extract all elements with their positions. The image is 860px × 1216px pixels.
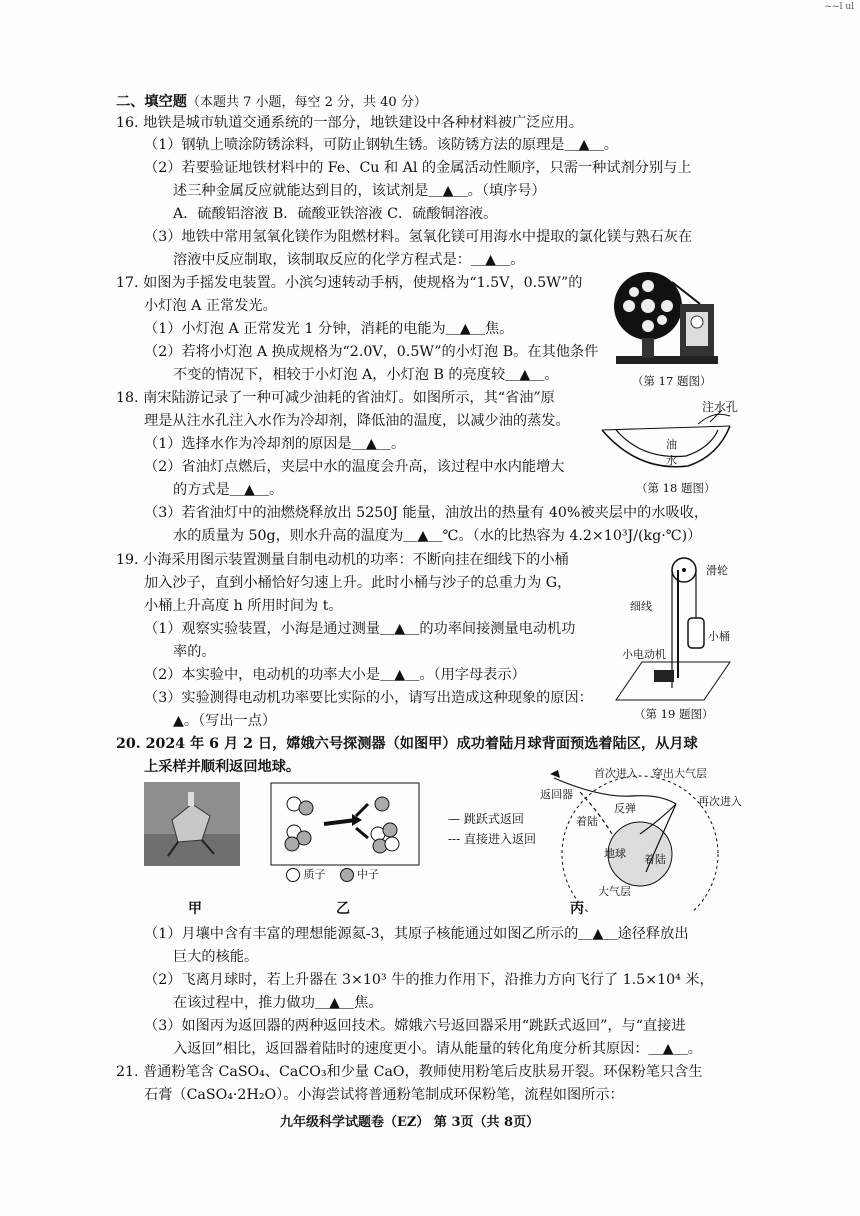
fig-label-jia: 甲 [188, 901, 202, 917]
q16-part1: （1）钢轨上喷涂防锈涂料，可防止钢轨生锈。该防锈方法的原理是＿▲＿。 [144, 137, 618, 153]
proton-legend-label: 质子 [303, 868, 326, 881]
q17-part2a: （2）若将小灯泡 A 换成规格为“2.0V，0.5W”的小灯泡 B。在其他条件 [144, 344, 599, 360]
land1-label: 着陆 [576, 815, 598, 828]
section-note: （本题共 7 小题，每空 2 分，共 40 分） [186, 95, 427, 110]
q17-part1: （1）小灯泡 A 正常发光 1 分钟，消耗的电能为＿▲＿焦。 [144, 321, 514, 337]
q21-stem-b: 石膏（CaSO₄·2H₂O）。小海尝试将普通粉笔制成环保粉笔，流程如图所示： [144, 1087, 624, 1103]
q17-stem-b: 小灯泡 A 正常发光。 [144, 298, 277, 314]
q18-part2b: 的方式是＿▲＿。 [173, 482, 284, 498]
q19-stem-c: 小桶上升高度 h 所用时间为 t。 [144, 598, 343, 614]
fig-label-yi: 乙 [336, 901, 350, 917]
legend-direct-label: 直接进入返回 [463, 832, 536, 846]
atmos-label: 大气层 [598, 885, 631, 898]
q18-stem-a: 18. 南宋陆游记录了一种可减少油耗的省油灯。如图所示，其“省油”原 [116, 390, 555, 406]
q19-caption: （第 19 题图） [634, 707, 714, 721]
q18-part1: （1）选择水作为冷却剂的原因是＿▲＿。 [144, 436, 406, 452]
q17-caption: （第 17 题图） [632, 374, 712, 388]
fig18-oil-label: 油 [666, 438, 677, 451]
lander-photo [144, 782, 240, 866]
page-footer: 九年级科学试题卷（EZ） 第 3页（共 8页） [280, 1115, 540, 1130]
pass-atmos-label: 穿出大气层 [652, 767, 707, 780]
legend-direct: --- 直接进入返回 [448, 832, 536, 846]
bounce-label: 反弹 [614, 802, 636, 815]
legend-skip: — 跳跃式返回 [448, 812, 524, 826]
q19-stem-a: 19. 小海采用图示装置测量自制电动机的功率：不断向挂在细线下的小桶 [116, 552, 569, 568]
fig19-bucket-label: 小桶 [708, 630, 730, 643]
q20-part2b: 在该过程中，推力做功＿▲＿焦。 [173, 995, 383, 1011]
q20-part1b: 巨大的核能。 [173, 949, 259, 965]
q16-part3b: 溶液中反应制取，该制取反应的化学方程式是：＿▲＿。 [173, 252, 525, 268]
q17-stem-a: 17. 如图为手摇发电装置。小滨匀速转动手柄，使规格为“1.5V，0.5W”的 [116, 275, 583, 291]
q17-part2b: 不变的情况下，相较于小灯泡 A，小灯泡 B 的亮度较＿▲＿。 [173, 367, 559, 383]
section-title: 二、填空题 [116, 94, 187, 110]
legend-skip-label: 跳跃式返回 [463, 812, 524, 826]
q16-stem: 16. 地铁是城市轨道交通系统的一部分，地铁建设中各种材料被广泛应用。 [116, 115, 583, 131]
section-heading [116, 92, 427, 113]
fig19-motor-label: 小电动机 [622, 648, 666, 661]
fusion-legend [286, 866, 379, 882]
q20-part3b: 入返回”相比，返回器着陆时的速度更小。请从能量的转化角度分析其原因：＿▲＿。 [173, 1041, 702, 1057]
q16-part2a: （2）若要验证地铁材料中的 Fe、Cu 和 Al 的金属活动性顺序，只需一种试剂分别与上 [144, 160, 692, 176]
q21-stem-a: 21. 普通粉笔含 CaSO₄、CaCO₃和少量 CaO，教师使用粉笔后皮肤易开裂。环保粉笔只含生 [116, 1064, 703, 1080]
q19-part3a: （3）实验测得电动机功率要比实际的小，请写出造成这种现象的原因： [144, 690, 593, 706]
q16-part2b: 述三种金属反应就能达到目的，该试剂是＿▲＿。（填序号） [173, 183, 546, 199]
returner-label: 返回器 [540, 788, 573, 801]
neutron-legend-label: 中子 [357, 868, 379, 881]
q19-part1b: 率的。 [173, 644, 216, 660]
q20-stem-a: 20. 2024 年 6 月 2 日，嫦娥六号探测器（如图甲）成功着陆月球背面预选着陆区，从月球 [116, 736, 698, 752]
q19-stem-b: 加入沙子，直到小桶恰好匀速上升。此时小桶与沙子的总重力为 G， [144, 575, 572, 591]
q16-options: A．硫酸铝溶液 B．硫酸亚铁溶液 C．硫酸铜溶液。 [173, 206, 498, 222]
fig-label-bing: 丙 [570, 901, 584, 917]
q18-part3b: 水的质量为 50g，则水升高的温度为＿▲＿℃。（水的比热容为 4.2×10³J/(kg·℃)） [173, 528, 702, 544]
q19-part3b: ▲。（写出一点） [173, 713, 277, 729]
land2-label: 着陆 [644, 853, 666, 866]
neutron-symbol [340, 868, 354, 882]
q18-caption: （第 18 题图） [636, 481, 716, 495]
fig19-line-label: 细线 [630, 600, 652, 613]
first-entry-label: 首次进入 [594, 767, 638, 780]
fig19-pulley-label: 滑轮 [706, 564, 728, 577]
q18-part2a: （2）省油灯点燃后，夹层中水的温度会升高，该过程中水内能增大 [144, 459, 565, 475]
q19-part2: （2）本实验中，电动机的功率大小是＿▲＿。（用字母表示） [144, 667, 526, 683]
fig18-hole-label: 注水孔 [702, 400, 739, 414]
hand-generator-figure [612, 264, 722, 370]
q18-stem-b: 理是从注水孔注入水作为冷却剂，降低油的温度，以减少油的蒸发。 [144, 413, 570, 429]
q20-part1a: （1）月壤中含有丰富的理想能源氦-3，其原子核能通过如图乙所示的＿▲＿途径释放出 [144, 926, 689, 942]
q20-stem-b: 上采样并顺利返回地球。 [144, 759, 301, 775]
reentry-label: 再次进入 [698, 795, 742, 808]
proton-symbol [286, 868, 300, 882]
fusion-diagram [270, 782, 420, 866]
earth-label: 地球 [604, 847, 626, 860]
corner-mark: ~~l ul [824, 2, 854, 12]
q20-part3a: （3）如图丙为返回器的两种返回技术。嫦娥六号返回器采用“跳跃式返回”，与“直接进 [144, 1018, 686, 1034]
fig18-water-label: 水 [666, 454, 677, 467]
q20-part2a: （2）飞离月球时，若上升器在 3×10³ 牛的推力作用下，沿推力方向飞行了 1.5×10⁴ 米， [144, 972, 714, 988]
q19-part1a: （1）观察实验装置，小海是通过测量＿▲＿的功率间接测量电动机功 [144, 621, 576, 637]
q18-part3a: （3）若省油灯中的油燃烧释放出 5250J 能量，油放出的热量有 40%被夹层中的水吸收， [144, 505, 709, 521]
q16-part3a: （3）地铁中常用氢氧化镁作为阻燃材料。氢氧化镁可用海水中提取的氯化镁与熟石灰在 [144, 229, 693, 245]
